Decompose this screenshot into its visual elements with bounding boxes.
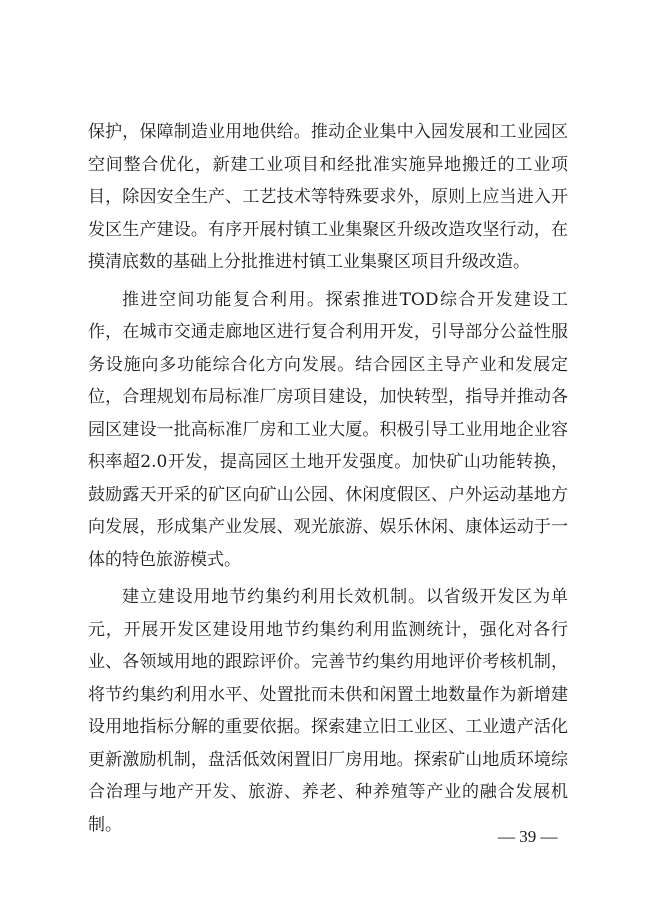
paragraph-space-function: 推进空间功能复合利用。探索推进TOD综合开发建设工作，在城市交通走廊地区进行复合利用开发，引导部分公益性服务设施向多功能综合化方向发展。结合园区主导产业和发展定位，合理规划布局标准厂房项目建设，加快转型，指导并推动各园区建设一批高标准厂房和工业大厦。积极引导工业用地企业容积率超2.0开发，提高园区土地开发强度。加快矿山功能转换，鼓励露天开采的矿区向矿山公园、休闲度假区、户外运动基地方向发展，形成集产业发展、观光旅游、娱乐休闲、康体运动于一体的特色旅游模式。 — [88, 289, 568, 570]
paragraph-long-term-mechanism: 建立建设用地节约集约利用长效机制。以省级开发区为单元，开展开发区建设用地节约集约利用监测统计，强化对各行业、各领域用地的跟踪评价。完善节约集约用地评价考核机制，将节约集约利用水平、处置批而未供和闲置土地数量作为新增建设用地指标分解的重要依据。探索建立旧工业区、工业遗产活化更新激励机制，盘活低效闲置旧厂房用地。探索矿山地质环境综合治理与地产开发、旅游、养老、种养殖等产业的融合发展机制。 — [88, 587, 568, 835]
document-body — [88, 116, 568, 846]
page-number: — 39 — — [498, 827, 558, 846]
paragraph-continued: 保护，保障制造业用地供给。推动企业集中入园发展和工业园区空间整合优化，新建工业项目和经批准实施异地搬迁的工业项目，除因安全生产、工艺技术等特殊要求外，原则上应当进入开发区生产建设。有序开展村镇工业集聚区升级改造攻坚行动，在摸清底数的基础上分批推进村镇工业集聚区项目升级改造。 — [88, 122, 568, 272]
